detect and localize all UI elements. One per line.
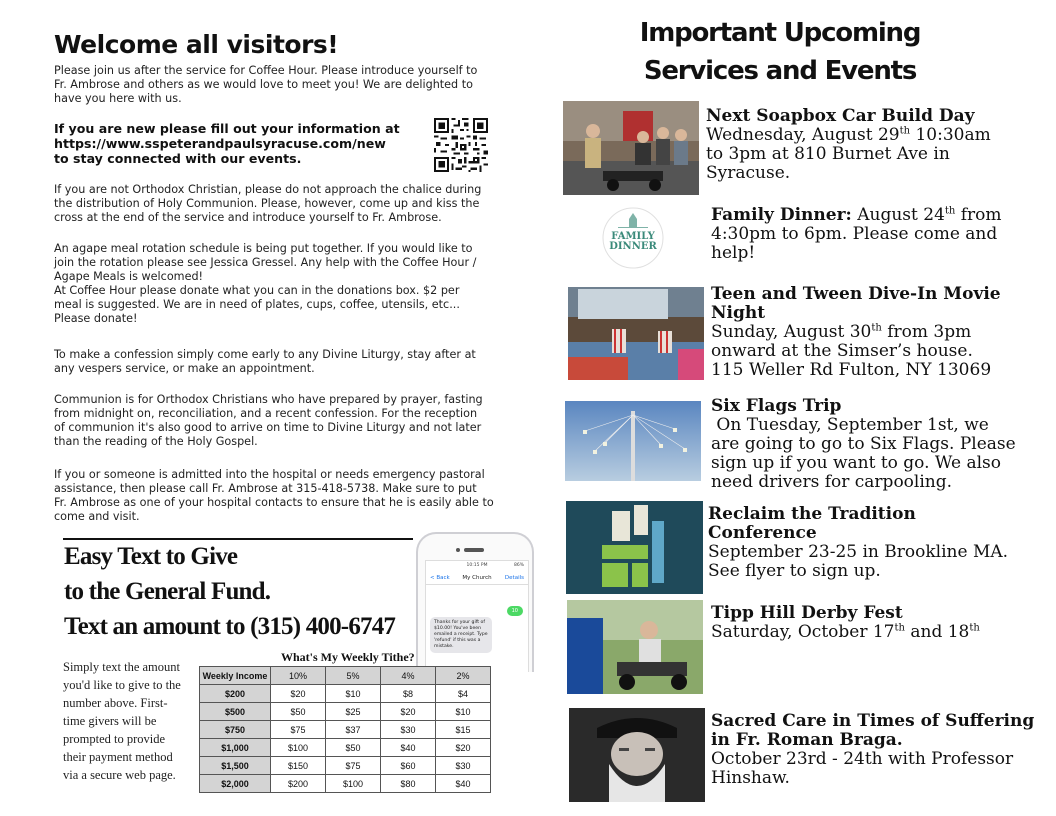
table-cell: $30 [381, 721, 436, 739]
event-movie-night [711, 285, 1001, 380]
coffee-hour-paragraph [54, 64, 509, 106]
text-fragment: August 24 [851, 205, 945, 225]
table-cell: $15 [436, 721, 491, 739]
income-cell: $1,500 [200, 757, 271, 775]
title-line: Services and Events [643, 56, 917, 86]
text-line: If you or someone is admitted into the hospital or needs emergency pastoral [54, 468, 485, 481]
movie-night-photo [568, 287, 704, 380]
derby-fest-photo [567, 600, 703, 694]
text-line: meal is suggested. We are in need of plates, cups, coffee, utensils, etc... [54, 298, 460, 311]
table-cell: $8 [381, 685, 436, 703]
event-line [706, 126, 991, 145]
phone-mockup [416, 532, 534, 672]
income-cell: $500 [200, 703, 271, 721]
event-family-dinner [711, 206, 1002, 263]
table-cell: $100 [271, 739, 326, 757]
event-title: Reclaim the Tradition [708, 504, 916, 524]
table-cell: $30 [436, 757, 491, 775]
details-button[interactable]: Details [504, 575, 524, 581]
table-row [200, 775, 491, 793]
event-line: Syracuse. [706, 163, 791, 183]
event-soapbox [706, 107, 991, 183]
table-row [200, 685, 491, 703]
give-heading-line-1: Easy Text to Give [64, 543, 238, 570]
new-visitor-notice [54, 121, 432, 166]
divider [63, 538, 413, 540]
event-line: October 23rd - 24th with Professor [711, 749, 1014, 769]
event-line: onward at the Simser’s house. [711, 341, 973, 361]
agape-meal-paragraph [54, 242, 509, 326]
soapbox-build-photo [563, 101, 699, 195]
text-fragment: Saturday, October 17 [711, 622, 895, 642]
event-line: are going to go to Six Flags. Please [711, 434, 1016, 454]
text-line: join the rotation please see Jessica Gressel. Any help with the Coffee Hour / [54, 256, 477, 269]
text-line: you'd like to give to the [63, 678, 181, 692]
event-line: sign up if you want to go. We also [711, 453, 1002, 473]
text-fragment: Wednesday, August 29 [706, 125, 900, 145]
camera-dot [456, 548, 460, 552]
text-line: At Coffee Hour please donate what you can in the donations box. $2 per [54, 284, 460, 297]
event-line: 115 Weller Rd Fulton, NY 13069 [711, 360, 992, 380]
event-title: Tipp Hill Derby Fest [711, 603, 903, 623]
text-line: cross at the end of the service and introduce yourself to Fr. Ambrose. [54, 211, 442, 224]
text-line: from midnight on, reconciliation, and a recent confession. For the reception [54, 407, 478, 420]
table-header-cell: 10% [271, 667, 326, 685]
event-line [711, 206, 1002, 225]
text-line: Please join us after the service for Coffee Hour. Please introduce yourself to [54, 64, 478, 77]
text-line: time givers will be [63, 714, 157, 728]
superscript: th [894, 622, 905, 634]
table-cell: $150 [271, 757, 326, 775]
text-line: Please donate! [54, 312, 138, 325]
text-line: of communion it's also good to arrive on time to Divine Liturgy and not later [54, 421, 482, 434]
event-title: Teen and Tween Dive-In Movie [711, 284, 1001, 304]
event-title: Conference [708, 523, 817, 543]
text-line: number above. First- [63, 696, 168, 710]
text-line: have you here with us. [54, 92, 182, 105]
qr-code-icon[interactable] [434, 118, 488, 172]
text-line: the distribution of Holy Communion. Please, however, come up and kiss the [54, 197, 480, 210]
tithe-table [199, 666, 491, 793]
event-title: Night [711, 303, 766, 323]
text-line: their payment method [63, 750, 173, 764]
received-message: Thanks for your gift of $10.00! You've been emailed a receipt. Type 'refund' if this was a mistake. [430, 617, 492, 653]
communion-paragraph [54, 393, 509, 449]
event-sacred-care [711, 712, 1034, 788]
phone-screen [425, 560, 529, 672]
table-header-cell: 2% [436, 667, 491, 685]
text-line: Communion is for Orthodox Christians who have prepared by prayer, fasting [54, 393, 483, 406]
event-reclaim-tradition [708, 505, 1008, 581]
event-line: need drivers for carpooling. [711, 472, 953, 492]
superscript: th [969, 622, 980, 634]
sent-message: 10 [507, 606, 523, 616]
text-line: An agape meal rotation schedule is being put together. If you would like to [54, 242, 473, 255]
table-cell: $10 [326, 685, 381, 703]
event-title: Sacred Care in Times of Suffering [711, 711, 1035, 731]
give-instructions [63, 658, 191, 784]
table-cell: $80 [381, 775, 436, 793]
table-header-cell: Weekly Income [200, 667, 271, 685]
fr-roman-braga-portrait [569, 708, 705, 802]
event-derby-fest [711, 604, 980, 642]
event-title: Family Dinner: [711, 205, 852, 225]
table-cell: $20 [271, 685, 326, 703]
table-row [200, 739, 491, 757]
text-line: than the reading of the Holy Gospel. [54, 435, 258, 448]
table-header-row [200, 667, 491, 685]
income-cell: $1,000 [200, 739, 271, 757]
event-line: 4:30pm to 6pm. Please come and [711, 224, 998, 244]
event-line [711, 323, 1001, 342]
income-cell: $200 [200, 685, 271, 703]
welcome-title: Welcome all visitors! [54, 30, 339, 59]
title-line: Important Upcoming [639, 18, 921, 48]
signup-link[interactable]: https://www.sspeterandpaulsyracuse.com/new [54, 136, 386, 151]
give-heading-line-2: to the General Fund. [64, 578, 271, 605]
table-cell: $75 [326, 757, 381, 775]
text-line: any vespers service, or make an appointment. [54, 362, 315, 375]
event-line: See flyer to sign up. [708, 561, 881, 581]
confession-paragraph [54, 348, 509, 376]
income-cell: $2,000 [200, 775, 271, 793]
table-cell: $37 [326, 721, 381, 739]
superscript: th [899, 125, 911, 137]
table-row [200, 703, 491, 721]
table-cell: $60 [381, 757, 436, 775]
text-line: Simply text the amount [63, 660, 181, 674]
hospital-paragraph [54, 468, 509, 524]
text-line: prompted to provide [63, 732, 166, 746]
text-line: If you are not Orthodox Christian, please do not approach the chalice during [54, 183, 482, 196]
text-fragment: and 18 [904, 622, 970, 642]
superscript: th [871, 322, 882, 334]
text-line: Agape Meals is welcomed! [54, 270, 204, 283]
text-fragment: from 3pm [881, 322, 972, 342]
status-time: 10:15 PM [466, 563, 488, 568]
table-header-cell: 5% [326, 667, 381, 685]
table-cell: $50 [271, 703, 326, 721]
event-line: to 3pm at 810 Burnet Ave in [706, 144, 950, 164]
table-row [200, 757, 491, 775]
speaker-grille [464, 548, 484, 552]
event-line: On Tuesday, September 1st, we [711, 415, 989, 435]
text-line: If you are new please fill out your information at [54, 121, 400, 136]
message-navbar [426, 571, 528, 585]
tithe-table-title: What's My Weekly Tithe? [281, 650, 415, 664]
table-header-cell: 4% [381, 667, 436, 685]
conversation-title: My Church [462, 575, 492, 581]
table-cell: $25 [326, 703, 381, 721]
text-line: Fr. Ambrose and others as we would love to meet you! We are delighted to [54, 78, 473, 91]
table-cell: $50 [326, 739, 381, 757]
event-title: Six Flags Trip [711, 396, 842, 416]
text-line: assistance, then please call Fr. Ambrose at 315-418-5738. Make sure to put [54, 482, 477, 495]
text-fragment: 10:30am [910, 125, 991, 145]
table-row [200, 721, 491, 739]
income-cell: $750 [200, 721, 271, 739]
event-title: in Fr. Roman Braga. [711, 730, 903, 750]
event-line: help! [711, 243, 756, 263]
table-cell: $20 [381, 703, 436, 721]
family-dinner-logo-text: FAMILY DINNER [609, 231, 657, 252]
give-heading-line-3: Text an amount to (315) 400-6747 [64, 613, 396, 640]
event-six-flags [711, 397, 1016, 492]
table-cell: $75 [271, 721, 326, 739]
events-title [620, 14, 940, 90]
table-cell: $10 [436, 703, 491, 721]
table-cell: $40 [436, 775, 491, 793]
table-cell: $4 [436, 685, 491, 703]
table-cell: $100 [326, 775, 381, 793]
text-fragment: Sunday, August 30 [711, 322, 872, 342]
table-cell: $40 [381, 739, 436, 757]
event-line [711, 623, 980, 642]
event-line: September 23-25 in Brookline MA. [708, 542, 1009, 562]
status-battery: 86% [513, 563, 524, 568]
table-cell: $20 [436, 739, 491, 757]
superscript: th [944, 205, 956, 217]
back-button[interactable]: < Back [430, 575, 450, 581]
reclaim-tradition-logo [566, 501, 703, 594]
event-title: Next Soapbox Car Build Day [706, 106, 975, 126]
table-cell: $200 [271, 775, 326, 793]
text-line: To make a confession simply come early to any Divine Liturgy, stay after at [54, 348, 476, 361]
text-line: Fr. Ambrose as one of your hospital contacts to ensure that he is easily able to [54, 496, 494, 509]
six-flags-photo [565, 401, 701, 481]
text-line: come and visit. [54, 510, 140, 523]
text-line: to stay connected with our events. [54, 151, 302, 166]
event-line: Hinshaw. [711, 768, 790, 788]
text-fragment: from [955, 205, 1002, 225]
chalice-paragraph [54, 183, 509, 225]
text-line: via a secure web page. [63, 768, 176, 782]
